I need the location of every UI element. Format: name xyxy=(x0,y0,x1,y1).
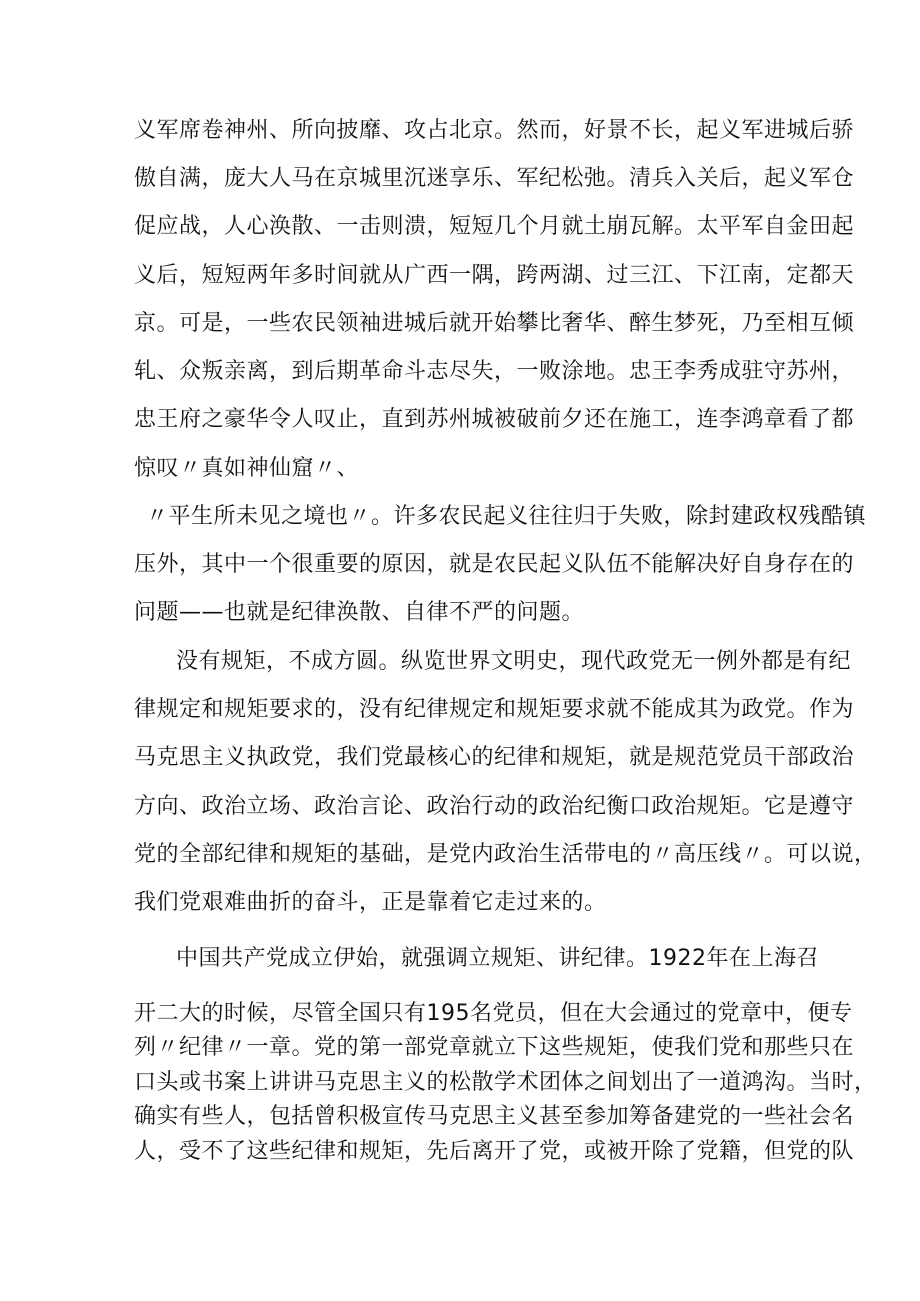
text-line: 开二大的时候，尽管全国只有195名党员，但在大会通过的党章中，便专 xyxy=(134,1001,853,1026)
text-line: 〃平生所未见之境也〃。许多农民起义往往归于失败，除封建政权残酷镇 xyxy=(146,504,867,529)
text-line: 人，受不了这些纪律和规矩，先后离开了党，或被开除了党籍，但党的队 xyxy=(134,1139,855,1164)
paragraph-first-line: 中国共产党成立伊始，就强调立规矩、讲纪律。1922年在上海召 xyxy=(176,946,819,971)
text-line: 义军席卷神州、所向披靡、攻占北京。然而，好景不长，起义军进城后骄 xyxy=(134,118,855,143)
text-line: 压外，其中一个很重要的原因，就是农民起义队伍不能解决好自身存在的 xyxy=(134,552,855,577)
text-line: 我们党艰难曲折的奋斗，正是靠着它走过来的。 xyxy=(134,890,607,915)
text-line: 促应战，人心涣散、一击则溃，短短几个月就土崩瓦解。太平军自金田起 xyxy=(134,214,855,239)
text-line: 确实有些人，包括曾积极宣传马克思主义甚至参加筹备建党的一些社会名 xyxy=(134,1104,855,1129)
text-line: 口头或书案上讲讲马克思主义的松散学术团体之间划出了一道鸿沟。当时， xyxy=(134,1070,877,1095)
text-line: 惊叹〃真如神仙窟〃、 xyxy=(134,456,360,481)
text-line: 傲自满，庞大人马在京城里沉迷享乐、军纪松弛。清兵入关后，起义军仓 xyxy=(134,166,855,191)
text-line: 京。可是，一些农民领袖进城后就开始攀比奢华、醉生梦死，乃至相互倾 xyxy=(134,311,855,336)
text-line: 忠王府之豪华令人叹止，直到苏州城被破前夕还在施工，连李鸿章看了都 xyxy=(134,407,855,432)
text-line: 列〃纪律〃一章。党的第一部党章就立下这些规矩，使我们党和那些只在 xyxy=(134,1035,855,1060)
text-line: 问题——也就是纪律涣散、自律不严的问题。 xyxy=(134,600,585,625)
text-line: 轧、众叛亲离，到后期革命斗志尽失，一败涂地。忠王李秀成驻守苏州， xyxy=(134,359,855,384)
text-line: 马克思主义执政党，我们党最核心的纪律和规矩，就是规范党员干部政治 xyxy=(134,745,855,770)
text-line: 律规定和规矩要求的，没有纪律规定和规矩要求就不能成其为政党。作为 xyxy=(134,697,855,722)
text-line: 党的全部纪律和规矩的基础，是党内政治生活带电的〃高压线〃。可以说， xyxy=(134,842,877,867)
paragraph-first-line: 没有规矩，不成方圆。纵览世界文明史，现代政党无一例外都是有纪 xyxy=(176,649,852,674)
text-line: 方向、政治立场、政治言论、政治行动的政治纪衡口政治规矩。它是遵守 xyxy=(134,794,855,819)
text-line: 义后，短短两年多时间就从广西一隅，跨两湖、过三江、下江南，定都天 xyxy=(134,263,855,288)
